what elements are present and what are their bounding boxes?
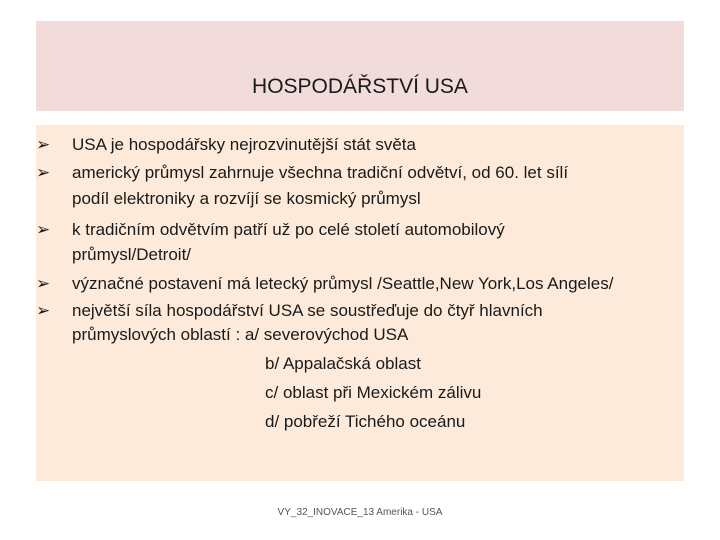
slide-title: HOSPODÁŘSTVÍ USA [252,75,468,98]
bullet-line: největší síla hospodářství USA se soustřeďuje do čtyř hlavních [72,301,543,320]
bullet-line: americký průmysl zahrnuje všechna tradiční odvětví, od 60. let sílí [72,163,569,182]
arrow-bullet-icon: ➢ [36,135,51,154]
bullet-line: podíl elektroniky a rozvíjí se kosmický průmysl [72,189,421,208]
arrow-bullet-icon: ➢ [36,163,51,182]
title-box [36,21,684,111]
arrow-bullet-icon: ➢ [36,220,51,239]
arrow-bullet-icon: ➢ [36,301,51,320]
bullet-line: význačné postavení má letecký průmysl /Seattle,New York,Los Angeles/ [72,274,614,293]
region-line: d/ pobřeží Tichého oceánu [265,412,466,431]
bullet-line: průmyslových oblastí : a/ severovýchod USA [72,325,409,344]
region-line: b/ Appalačská oblast [265,354,421,373]
bullet-line: USA je hospodářsky nejrozvinutější stát světa [72,135,416,154]
slide-footer: VY_32_INOVACE_13 Amerika - USA [277,507,443,518]
arrow-bullet-icon: ➢ [36,274,51,293]
bullet-line: k tradičním odvětvím patří už po celé století automobilový [72,220,505,239]
bullet-line: průmysl/Detroit/ [72,245,192,264]
region-line: c/ oblast při Mexickém zálivu [265,383,482,402]
